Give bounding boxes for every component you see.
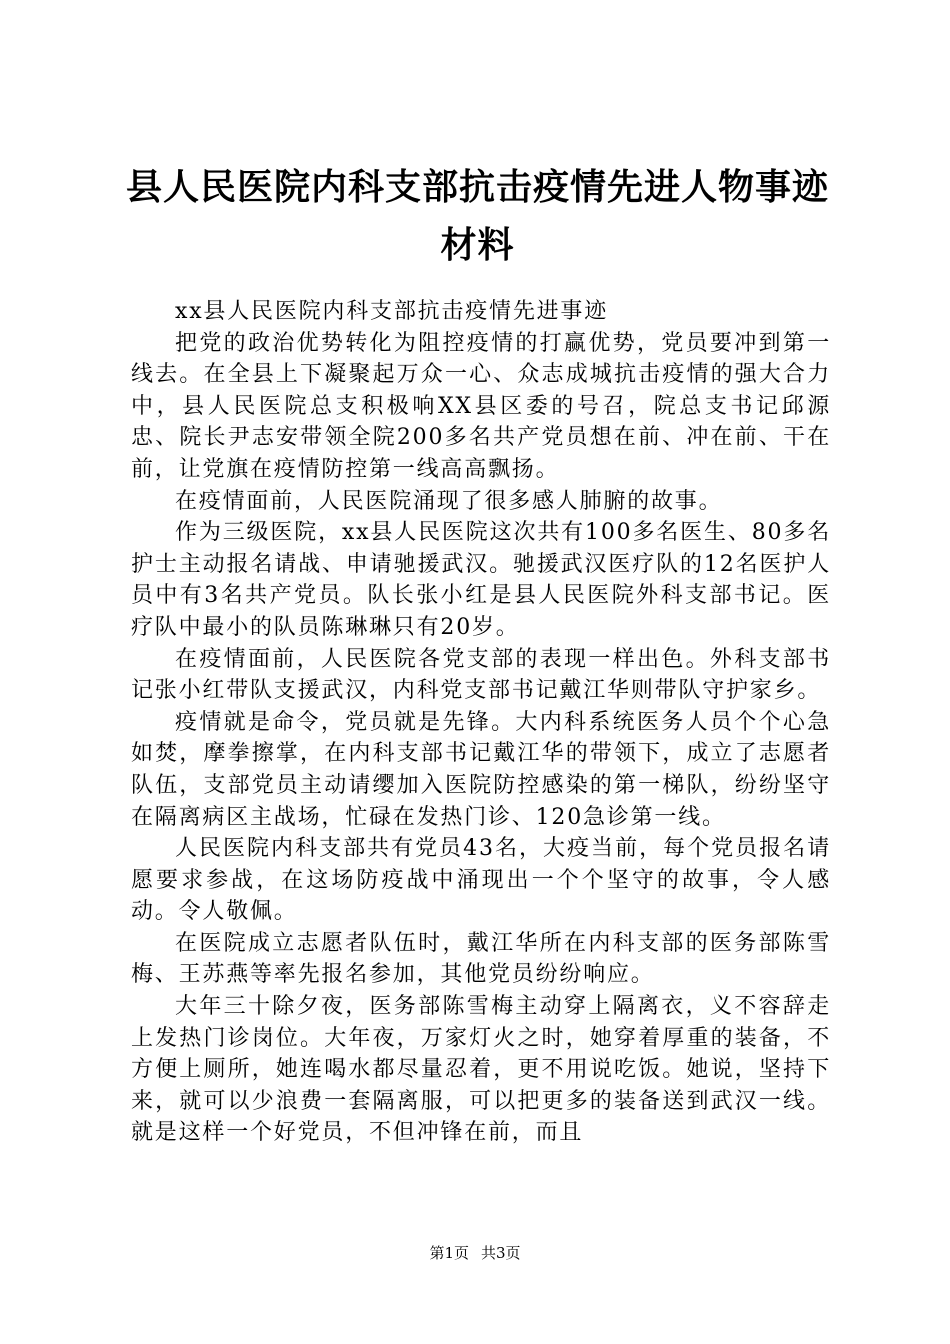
- paragraph: 把党的政治优势转化为阻控疫情的打赢优势，党员要冲到第一线去。在全县上下凝聚起万众一心、众志成城抗击疫情的强大合力中，县人民医院总支积极响XX县区委的号召，院总支书记邱源忠、院长尹志安带领全院200多名共产党员想在前、冲在前、干在前，让党旗在疫情防控第一线高高飘扬。: [131, 330, 831, 482]
- paragraph: 作为三级医院，xx县人民医院这次共有100多名医生、80多名护士主动报名请战、申请驰援武汉。驰援武汉医疗队的12名医护人员中有3名共产党员。队长张小红是县人民医院外科支部书记。医疗队中最小的队员陈琳琳只有20岁。: [131, 520, 831, 640]
- paragraph: 人民医院内科支部共有党员43名，大疫当前，每个党员报名请愿要求参战，在这场防疫战中涌现出一个个坚守的故事，令人感动。令人敬佩。: [131, 836, 831, 925]
- document-title: 县人民医院内科支部抗击疫情先进人物事迹材料: [125, 166, 829, 266]
- page-number: 第1页: [429, 1244, 469, 1262]
- document-body: [131, 296, 831, 1149]
- paragraph: 大年三十除夕夜，医务部陈雪梅主动穿上隔离衣，义不容辞走上发热门诊岗位。大年夜，万家灯火之时，她穿着厚重的装备，不方便上厕所，她连喝水都尽量忍着，更不用说吃饭。她说，坚持下来，就可以少浪费一套隔离服，可以把更多的装备送到武汉一线。就是这样一个好党员，不但冲锋在前，而且: [131, 994, 831, 1146]
- paragraph: 在疫情面前，人民医院涌现了很多感人肺腑的故事。: [175, 488, 723, 514]
- paragraph: 在疫情面前，人民医院各党支部的表现一样出色。外科支部书记张小红带队支援武汉，内科党支部书记戴江华则带队守护家乡。: [131, 646, 831, 704]
- paragraph: xx县人民医院内科支部抗击疫情先进事迹: [175, 299, 609, 324]
- page-total: 共3页: [481, 1244, 521, 1262]
- page-footer: [0, 1243, 950, 1263]
- paragraph: 疫情就是命令，党员就是先锋。大内科系统医务人员个个心急如焚，摩拳擦掌，在内科支部书记戴江华的带领下，成立了志愿者队伍，支部党员主动请缨加入医院防控感染的第一梯队，纷纷坚守在隔离病区主战场，忙碌在发热门诊、120急诊第一线。: [131, 709, 831, 830]
- paragraph: 在医院成立志愿者队伍时，戴江华所在内科支部的医务部陈雪梅、王苏燕等率先报名参加，其他党员纷纷响应。: [131, 930, 831, 988]
